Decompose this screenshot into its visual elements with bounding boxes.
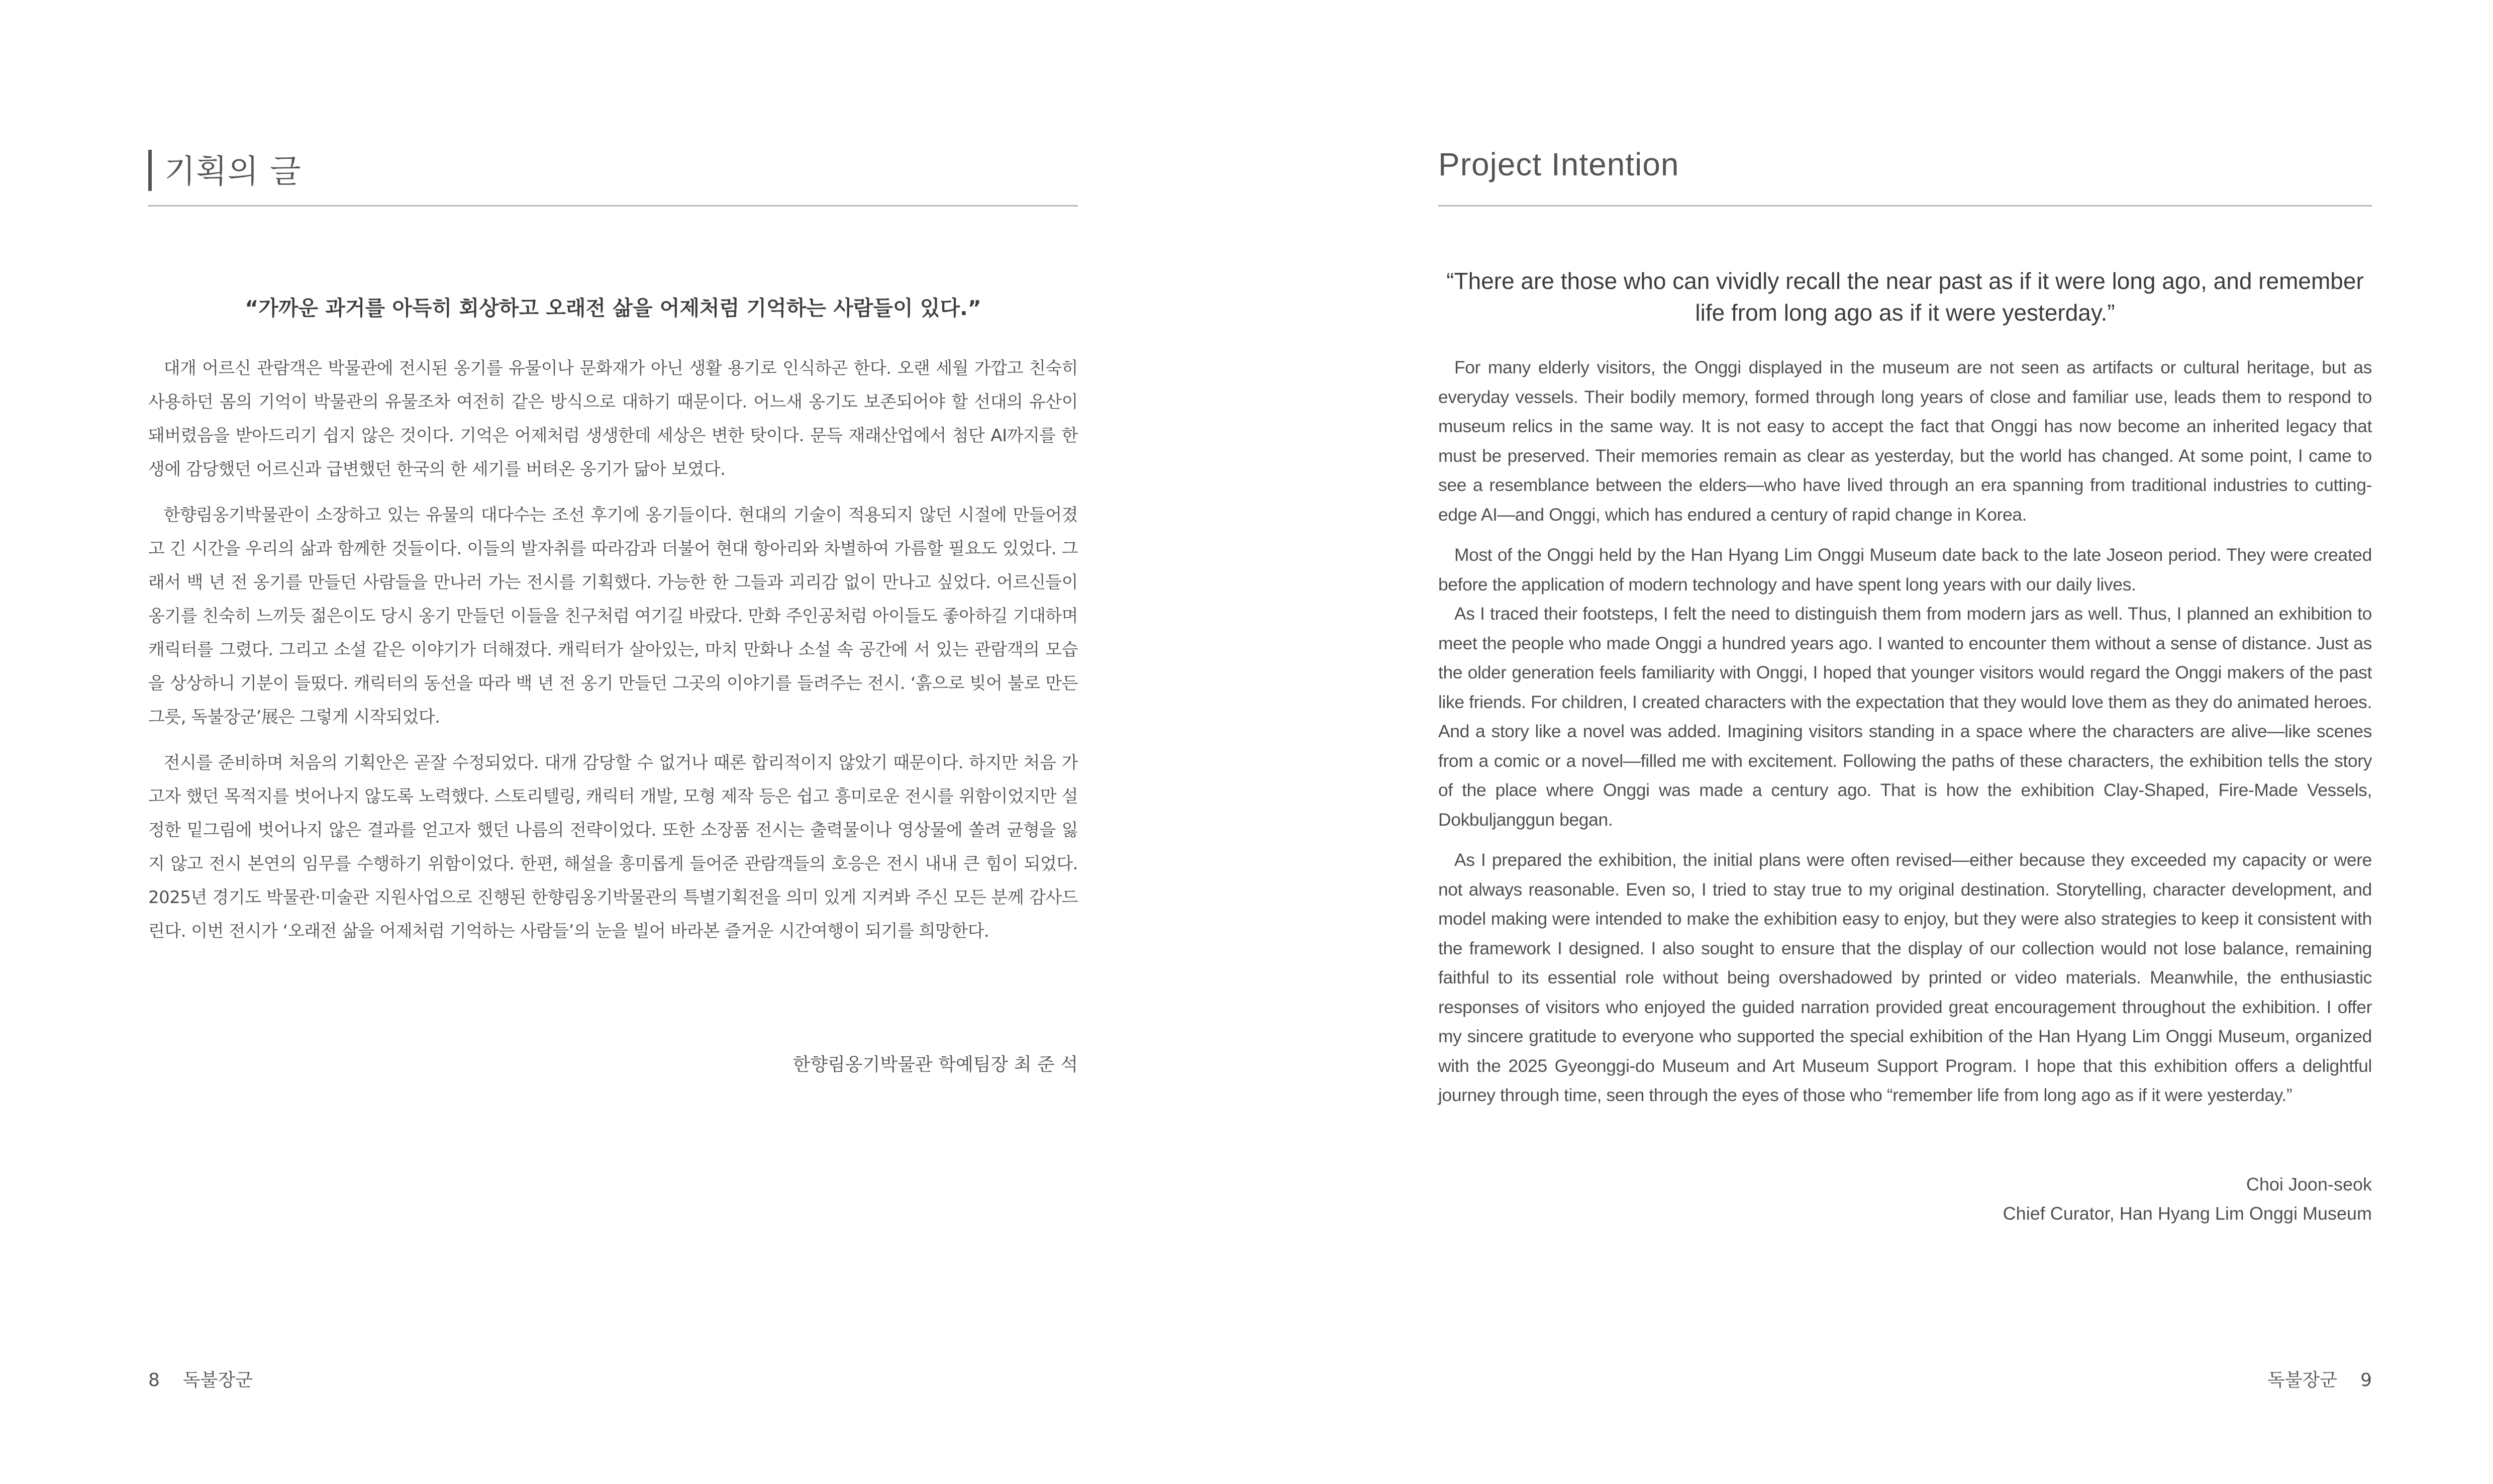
right-paragraph-3: As I traced their footsteps, I felt the need to distinguish them from modern jars as well. Thus, I planned an exhibition to meet the people who made Onggi a hundred years ago. I wanted to encounter them without a sense of distance. Just as the older generation feels familiarity with Onggi, I hoped that younger visitors would regard the Onggi makers of the past like friends. For children, I created characters with the expectation that they would love them as they do animated heroes. And a story like a novel was added. Imagining visitors standing in a space where the characters are alive—like scenes from a comic or a novel—filled me with excitement. Following the paths of these characters, the exhibition tells the story of the place where Onggi was made a century ago. That is how the exhibition Clay-Shaped, Fire-Made Vessels, Dokbuljanggun began. bbox=[1438, 604, 2372, 830]
left-page-body bbox=[148, 352, 1078, 960]
right-page-title: Project Intention bbox=[1438, 146, 1679, 182]
left-paragraph-3: 전시를 준비하며 처음의 기획안은 곧잘 수정되었다. 대개 감당할 수 없거나 때론 합리적이지 않았기 때문이다. 하지만 처음 가고자 했던 목적지를 벗어나지 않도록 노력했다. 스토리텔링, 캐릭터 개발, 모형 제작 등은 쉽고 흥미로운 전시를 위함이었지만 설정한 밑그림에 벗어나지 않은 결과를 얻고자 했던 나름의 전략이었다. 또한 소장품 전시는 출력물이나 영상물에 쏠려 균형을 잃지 않고 전시 본연의 임무를 수행하기 위함이었다. 한편, 해설을 흥미롭게 들어준 관람객들의 호응은 전시 내내 큰 힘이 되었다. 2025년 경기도 박물관·미술관 지원사업으로 진행된 한향림옹기박물관의 특별기획전을 의미 있게 지켜봐 주신 모든 분께 감사드린다. 이번 전시가 ‘오래전 삶을 어제처럼 기억하는 사람들’의 눈을 빌어 바라본 즐거운 시간여행이 되기를 희망한다. bbox=[148, 753, 1078, 941]
left-page bbox=[148, 0, 1078, 1484]
page-number: 8 bbox=[148, 1370, 160, 1391]
right-paragraph-2: Most of the Onggi held by the Han Hyang Lim Onggi Museum date back to the late Joseon period. They were created before the application of modern technology and have spent long years with our daily lives. bbox=[1438, 545, 2372, 595]
left-page-title: 기획의 글 bbox=[164, 153, 302, 190]
left-page-footer bbox=[148, 1366, 253, 1392]
page-number: 9 bbox=[2360, 1370, 2372, 1391]
right-page-heading bbox=[1438, 135, 2372, 207]
signature-name: Choi Joon-seok bbox=[2246, 1174, 2372, 1195]
footer-label: 독불장군 bbox=[2267, 1370, 2338, 1391]
left-paragraph-2: 한향림옹기박물관이 소장하고 있는 유물의 대다수는 조선 후기에 옹기들이다. 현대의 기술이 적용되지 않던 시절에 만들어졌고 긴 시간을 우리의 삶과 함께한 것들이다. 이들의 발자취를 따라감과 더불어 현대 항아리와 차별하여 가름할 필요도 있었다. 그래서 백 년 전 옹기를 만들던 사람들을 만나러 가는 전시를 기획했다. 가능한 한 그들과 괴리감 없이 만나고 싶었다. 어르신들이 옹기를 친숙히 느끼듯 젊은이도 당시 옹기 만들던 이들을 친구처럼 여기길 바랐다. 만화 주인공처럼 아이들도 좋아하길 기대하며 캐릭터를 그렸다. 그리고 소설 같은 이야기가 더해졌다. 캐릭터가 살아있는, 마치 만화나 소설 속 공간에 서 있는 관람객의 모습을 상상하니 기분이 들떴다. 캐릭터의 동선을 따라 백 년 전 옹기 만들던 그곳의 이야기를 들려주는 전시. ‘흙으로 빚어 불로 만든 그릇, 독불장군’展은 그렇게 시작되었다. bbox=[148, 505, 1078, 727]
heading-accent-bar bbox=[148, 150, 152, 191]
right-page bbox=[1438, 0, 2372, 1484]
right-page-footer bbox=[2267, 1366, 2372, 1392]
left-page-heading bbox=[148, 135, 1078, 207]
left-paragraph-1: 대개 어르신 관람객은 박물관에 전시된 옹기를 유물이나 문화재가 아닌 생활 용기로 인식하곤 한다. 오랜 세월 가깝고 친숙히 사용하던 몸의 기억이 박물관의 유물조차 여전히 같은 방식으로 대하기 때문이다. 어느새 옹기도 보존되어야 할 선대의 유산이 돼버렸음을 받아드리기 쉽지 않은 것이다. 기억은 어제처럼 생생한데 세상은 변한 탓이다. 문득 재래산업에서 첨단 AI까지를 한 생에 감당했던 어르신과 급변했던 한국의 한 세기를 버텨온 옹기가 닮아 보였다. bbox=[148, 358, 1078, 479]
left-page-signature: 한향림옹기박물관 학예팀장 최 준 석 bbox=[792, 1054, 1078, 1075]
footer-label: 독불장군 bbox=[182, 1370, 253, 1391]
right-page-signature bbox=[2003, 1170, 2372, 1228]
right-paragraph-4: As I prepared the exhibition, the initial plans were often revised—either because they exceeded my capacity or were not always reasonable. Even so, I tried to stay true to my original destination. Storytelling, character development, and model making were intended to make the exhibition easy to enjoy, but they were also strategies to keep it consistent with the framework I designed. I also sought to ensure that the display of our collection would not lose balance, remaining faithful to its essential role without being overshadowed by printed or video materials. Meanwhile, the enthusiastic responses of visitors who enjoyed the guided narration provided great encouragement throughout the exhibition. I offer my sincere gratitude to everyone who supported the special exhibition of the Han Hyang Lim Onggi Museum, organized with the 2025 Gyeonggi-do Museum and Art Museum Support Program. I hope that this exhibition offers a delightful journey through time, seen through the eyes of those who “remember life from long ago as if it were yesterday.” bbox=[1438, 850, 2372, 1105]
signature-title: Chief Curator, Han Hyang Lim Onggi Museum bbox=[2003, 1203, 2372, 1224]
left-page-quote: “가까운 과거를 아득히 회상하고 오래전 삶을 어제처럼 기억하는 사람들이 있다.” bbox=[245, 296, 981, 320]
right-paragraph-1: For many elderly visitors, the Onggi displayed in the museum are not seen as artifacts or cultural heritage, but as everyday vessels. Their bodily memory, formed through long years of close and familiar use, leads them to respond to museum relics in the same way. It is not easy to accept the fact that Onggi has now become an inherited legacy that must be preserved. Their memories remain as clear as yesterday, but the world has changed. At some point, I came to see a resemblance between the elders—who have lived through an era spanning from traditional industries to cutting-edge AI—and Onggi, which has endured a century of rapid change in Korea. bbox=[1438, 357, 2372, 525]
right-page-body bbox=[1438, 353, 2372, 1110]
right-page-quote: “There are those who can vividly recall the near past as if it were long ago, and remember life from long ago as if it were yesterday.” bbox=[1446, 268, 2364, 326]
